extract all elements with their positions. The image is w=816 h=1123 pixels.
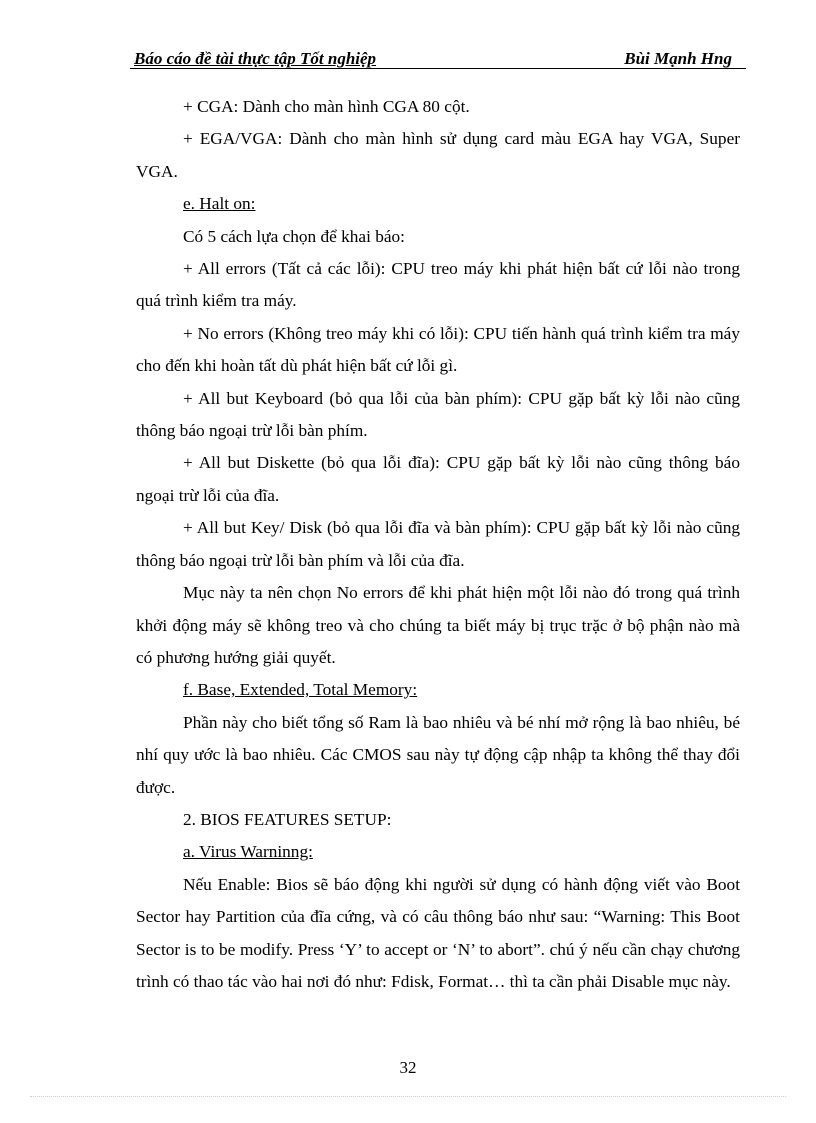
paragraph-no-errors: + No errors (Không treo máy khi có lỗi): CPU tiến hành quá trình kiểm tra máy cho đến khi hoàn tất dù phát hiện bất cứ lỗi gì. bbox=[136, 323, 740, 376]
heading-memory: f. Base, Extended, Total Memory: bbox=[183, 680, 418, 700]
page-header bbox=[130, 46, 746, 69]
paragraph-ega-vga: + EGA/VGA: Dành cho màn hình sử dụng card màu EGA hay VGA, Super VGA. bbox=[136, 129, 740, 181]
header-author: Bùi Mạnh Hng bbox=[624, 49, 732, 68]
header-title: Báo cáo đề tài thực tập Tốt nghiệp bbox=[134, 49, 377, 68]
paragraph-virus-warning: Nếu Enable: Bios sẽ báo động khi người sử dụng có hành động viết vào Boot Sector hay Partition của đĩa cứng, và có câu thông báo như sau: “Warning: This Boot Sector is to be modify. Press ‘Y’ to accept or ‘N’ to abort”. chú ý nếu cần chạy chương trình có thao tác vào hai nơi đó như: Fdisk, Format… thì ta cần phải Disable mục này. bbox=[136, 874, 740, 991]
paragraph-all-but-keyboard: + All but Keyboard (bỏ qua lỗi của bàn phím): CPU gặp bất kỳ lỗi nào cũng thông báo ngoại trừ lỗi bàn phím. bbox=[136, 388, 740, 441]
paragraph-memory: Phần này cho biết tổng số Ram là bao nhiêu và bé nhí mở rộng là bao nhiêu, bé nhí quy ước là bao nhiêu. Các CMOS sau này tự động cập nhập ta không thể thay đổi được. bbox=[136, 712, 740, 797]
paragraph-all-but-diskette: + All but Diskette (bỏ qua lỗi đĩa): CPU gặp bất kỳ lỗi nào cũng thông báo ngoại trừ lỗi của đĩa. bbox=[136, 453, 740, 505]
heading-halt-on: e. Halt on: bbox=[183, 194, 256, 214]
paragraph-recommendation: Mục này ta nên chọn No errors để khi phát hiện một lỗi nào đó trong quá trình khởi động máy sẽ không treo và cho chúng ta biết máy bị trục trặc ở bộ phận nào mà có phương hướng giải quyết. bbox=[136, 583, 740, 667]
paragraph-cga: + CGA: Dành cho màn hình CGA 80 cột. bbox=[183, 97, 470, 116]
paragraph-options-intro: Có 5 cách lựa chọn để khai báo: bbox=[183, 226, 405, 246]
document-body bbox=[136, 91, 740, 998]
heading-virus-warning: a. Virus Warninng: bbox=[183, 842, 313, 862]
paragraph-all-errors: + All errors (Tất cả các lỗi): CPU treo máy khi phát hiện bất cứ lỗi nào trong quá trình kiểm tra máy. bbox=[136, 259, 740, 311]
paragraph-all-but-key-disk: + All but Key/ Disk (bỏ qua lỗi đĩa và bàn phím): CPU gặp bất kỳ lỗi nào cũng thông báo ngoại trừ lỗi bàn phím và lỗi của đĩa. bbox=[136, 518, 740, 570]
heading-bios-features: 2. BIOS FEATURES SETUP: bbox=[183, 809, 392, 829]
footer-divider bbox=[30, 1096, 786, 1097]
page-number: 32 bbox=[399, 1058, 417, 1077]
